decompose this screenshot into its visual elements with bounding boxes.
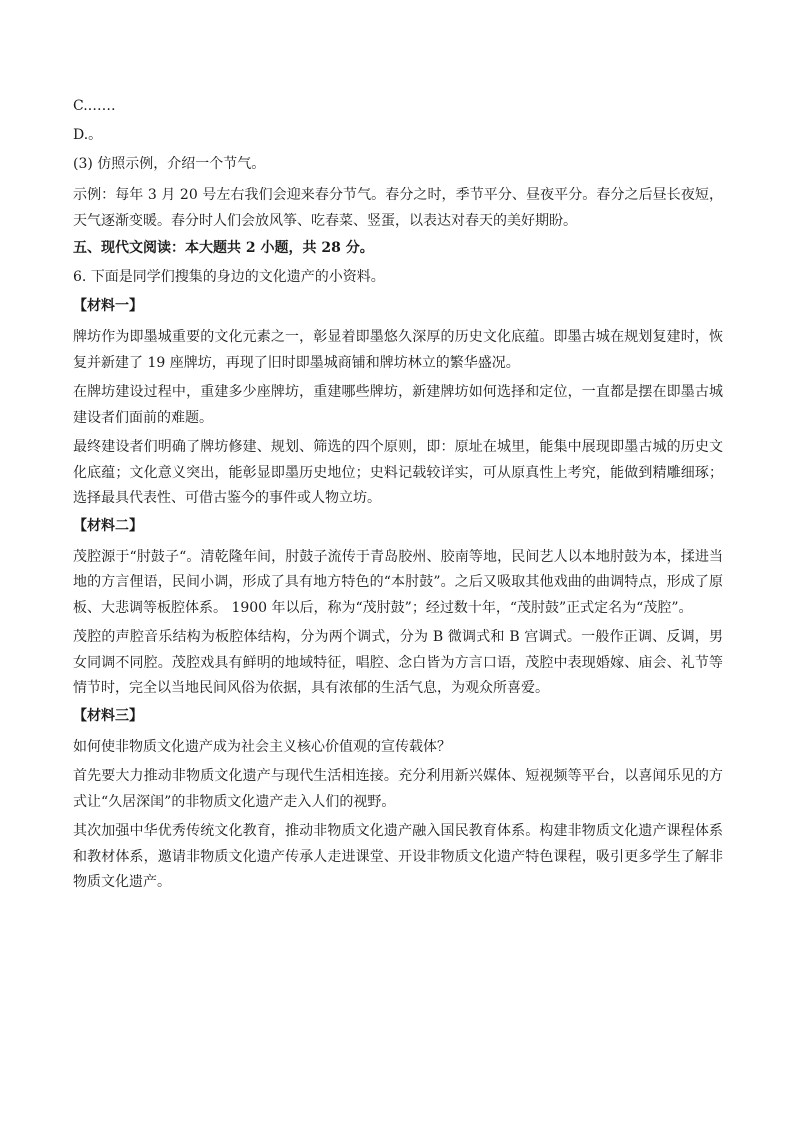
material-2-paragraph-2: 茂腔的声腔音乐结构为板腔体结构，分为两个调式，分为 B 微调式和 B 宫调式。一般作正调、反调，男女同调不同腔。茂腔戏具有鲜明的地域特征，唱腔、念白皆为方言口语，茂腔中表现婚嫁、庙会、礼节等情节时，完全以当地民间风俗为依据，具有浓郁的生活气息，为观众所喜爱。 bbox=[73, 629, 723, 696]
document-page bbox=[73, 96, 723, 900]
question-6: 6. 下面是同学们搜集的身边的文化遗产的小资料。 bbox=[73, 269, 385, 285]
material-2-paragraph-1: 茂腔源于“肘鼓子“。清乾隆年间，肘鼓子流传于青岛胶州、胶南等地，民间艺人以本地肘鼓为本，揉进当地的方言俚语，民间小调，形成了具有地方特色的“本肘鼓”。之后又吸取其他戏曲的曲调特点，形成了原板、大悲调等板腔体系。 1900 年以后，称为“茂肘鼓”；经过数十年，“茂肘鼓”正式定名为“茂腔”。 bbox=[73, 548, 723, 616]
material-3-paragraph-2: 其次加强中华优秀传统文化教育，推动非物质文化遗产融入国民教育体系。构建非物质文化遗产课程体系和教材体系，邀请非物质文化遗产传承人走进课堂、开设非物质文化遗产特色课程，吸引更多学生了解非物质文化遗产。 bbox=[73, 823, 723, 890]
material-1-heading: 【材料一】 bbox=[73, 298, 143, 314]
material-3-question: 如何使非物质文化遗产成为社会主义核心价值观的宣传载体？ bbox=[73, 738, 451, 755]
material-2-heading: 【材料二】 bbox=[73, 517, 143, 534]
question-3: (3) 仿照示例，介绍一个节气。 bbox=[73, 156, 266, 172]
material-3-paragraph-1: 首先要大力推动非物质文化遗产与现代生活相连接。充分利用新兴媒体、短视频等平台，以喜闻乐见的方式让“久居深闺”的非物质文化遗产走入人们的视野。 bbox=[73, 768, 723, 810]
section-heading-5: 五、现代文阅读：本大题共 2 小题，共 28 分。 bbox=[73, 240, 374, 256]
option-d: D.。 bbox=[73, 127, 103, 143]
example-paragraph: 示例：每年 3 月 20 号左右我们会迎来春分节气。春分之时，季节平分、昼夜平分。春分之后昼长夜短，天气逐渐变暖。春分时人们会放风筝、吃春菜、竖蛋，以表达对春天的美好期盼。 bbox=[73, 187, 723, 229]
material-1-paragraph-1: 牌坊作为即墨城重要的文化元素之一，彰显着即墨悠久深厚的历史文化底蕴。即墨古城在规划复建时，恢复并新建了 19 座牌坊，再现了旧时即墨城商铺和牌坊林立的繁华盛况。 bbox=[73, 329, 723, 371]
material-3-heading: 【材料三】 bbox=[73, 707, 143, 724]
option-c: C.…… bbox=[73, 98, 116, 114]
material-1-paragraph-2: 在牌坊建设过程中，重建多少座牌坊，重建哪些牌坊，新建牌坊如何选择和定位，一直都是摆在即墨古城建设者们面前的难题。 bbox=[73, 384, 723, 426]
material-1-paragraph-3: 最终建设者们明确了牌坊修建、规划、筛选的四个原则，即：原址在城里，能集中展现即墨古城的历史文化底蕴；文化意义突出，能彰显即墨历史地位；史料记载较详实，可从原真性上考究，能做到精雕细琢；选择最具代表性、可借古鉴今的事件或人物立坊。 bbox=[73, 439, 723, 506]
